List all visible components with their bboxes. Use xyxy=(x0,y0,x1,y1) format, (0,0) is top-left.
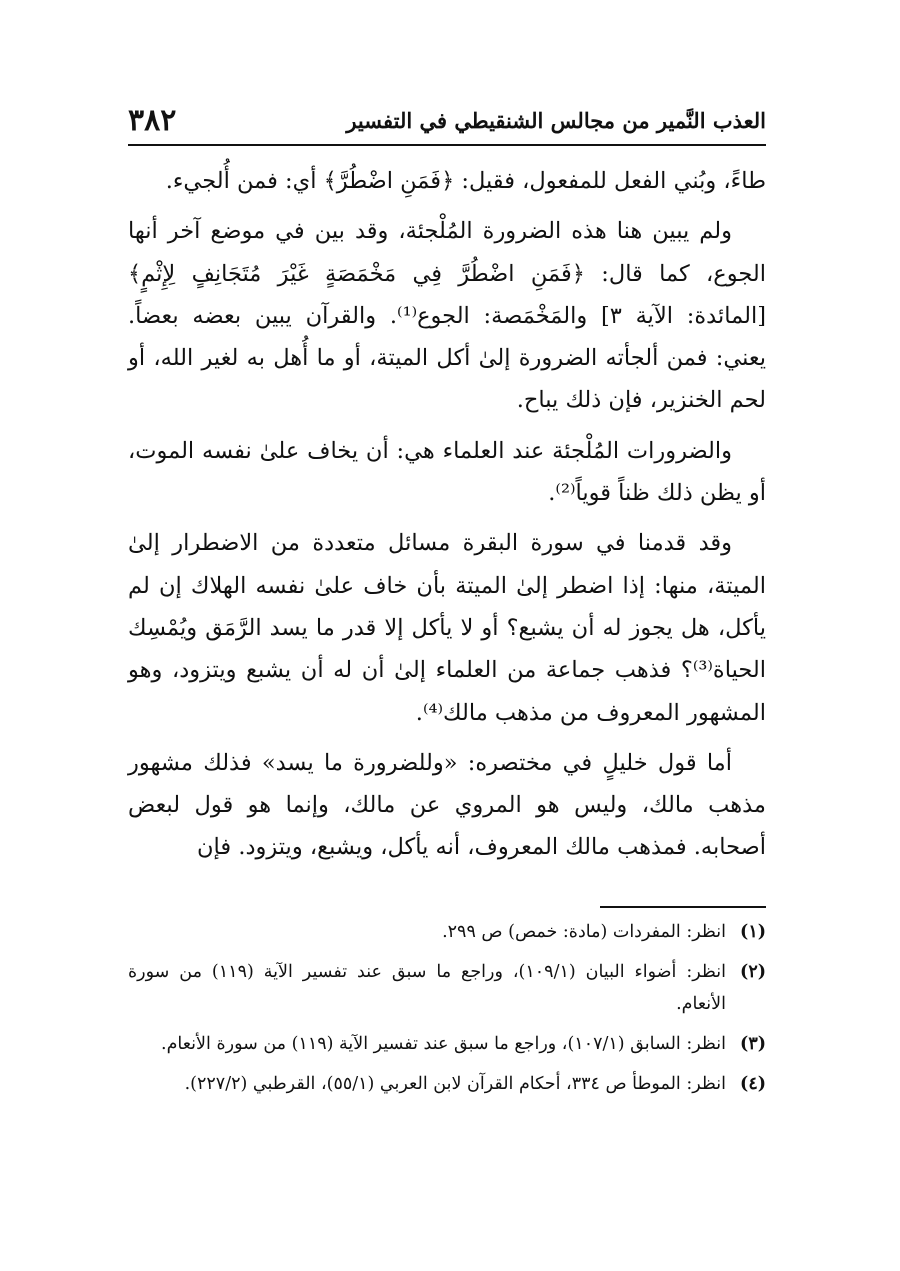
running-header xyxy=(128,96,766,146)
footnote xyxy=(128,956,766,1020)
footnote-text: انظر: المفردات (مادة: خمص) ص ٢٩٩. xyxy=(442,922,726,942)
paragraph: طاءً، وبُني الفعل للمفعول، فقيل: ﴿فَمَنِ اضْطُرَّ﴾ أي: فمن أُلجيء. xyxy=(165,168,766,194)
footnote-text: انظر: الموطأ ص ٣٣٤، أحكام القرآن لابن العربي (٥٥/١)، القرطبي (٢٢٧/٢). xyxy=(184,1074,726,1094)
page-number: ٣٨٢ xyxy=(128,102,177,138)
footnote xyxy=(128,1068,766,1100)
paragraph: أما قول خليلٍ في مختصره: «وللضرورة ما يسد» فذلك مشهور مذهب مالك، وليس هو المروي عن مالك، وإنما هو قول لبعض أصحابه. فمذهب مالك المعروف، أنه يأكل، ويشبع، ويتزود. فإن xyxy=(128,749,766,861)
footnote-number: (٢) xyxy=(740,962,766,982)
footnote-number: (٣) xyxy=(740,1034,766,1054)
main-text xyxy=(128,160,766,877)
footnote xyxy=(128,1028,766,1060)
paragraph: وقد قدمنا في سورة البقرة مسائل متعددة من الاضطرار إلىٰ الميتة، منها: إذا اضطر إلىٰ الميتة بأن خاف علىٰ نفسه الهلاك إن لم يأكل، هل يجوز له أن يشبع؟ أو لا يأكل إلا قدر ما يسد الرَّمَق ويُمْسِك الحياة⁽³⁾؟ فذهب جماعة من العلماء إلىٰ أن له أن يشبع ويتزود، وهو المشهور المعروف من مذهب مالك⁽⁴⁾. xyxy=(128,530,766,726)
footnote-text: انظر: السابق (١٠٧/١)، وراجع ما سبق عند تفسير الآية (١١٩) من سورة الأنعام. xyxy=(161,1034,726,1054)
footnote-separator xyxy=(600,906,766,908)
footnote-text: انظر: أضواء البيان (١٠٩/١)، وراجع ما سبق عند تفسير الآية (١١٩) من سورة الأنعام. xyxy=(128,962,726,1014)
footnote xyxy=(128,916,766,948)
book-title: العذب النَّمير من مجالس الشنقيطي في التفسير xyxy=(346,107,766,133)
paragraph: والضرورات المُلْجئة عند العلماء هي: أن يخاف علىٰ نفسه الموت، أو يظن ذلك ظناً قوياً⁽²⁾. xyxy=(128,437,766,507)
footnote-number: (١) xyxy=(740,922,766,942)
paragraph: ولم يبين هنا هذه الضرورة المُلْجئة، وقد بين في موضع آخر أنها الجوع، كما قال: ﴿فَمَنِ اضْطُرَّ فِي مَخْمَصَةٍ غَيْرَ مُتَجَانِفٍ لِإِثْمٍ﴾ [المائدة: الآية ٣] والمَخْمَصة: الجوع⁽¹⁾. والقرآن يبين بعضه بعضاً. يعني: فمن ألجأته الضرورة إلىٰ أكل الميتة، أو ما أُهل به لغير الله، أو لحم الخنزير، فإن ذلك يباح. xyxy=(128,218,766,414)
footnote-number: (٤) xyxy=(740,1074,766,1094)
footnotes xyxy=(128,916,766,1108)
